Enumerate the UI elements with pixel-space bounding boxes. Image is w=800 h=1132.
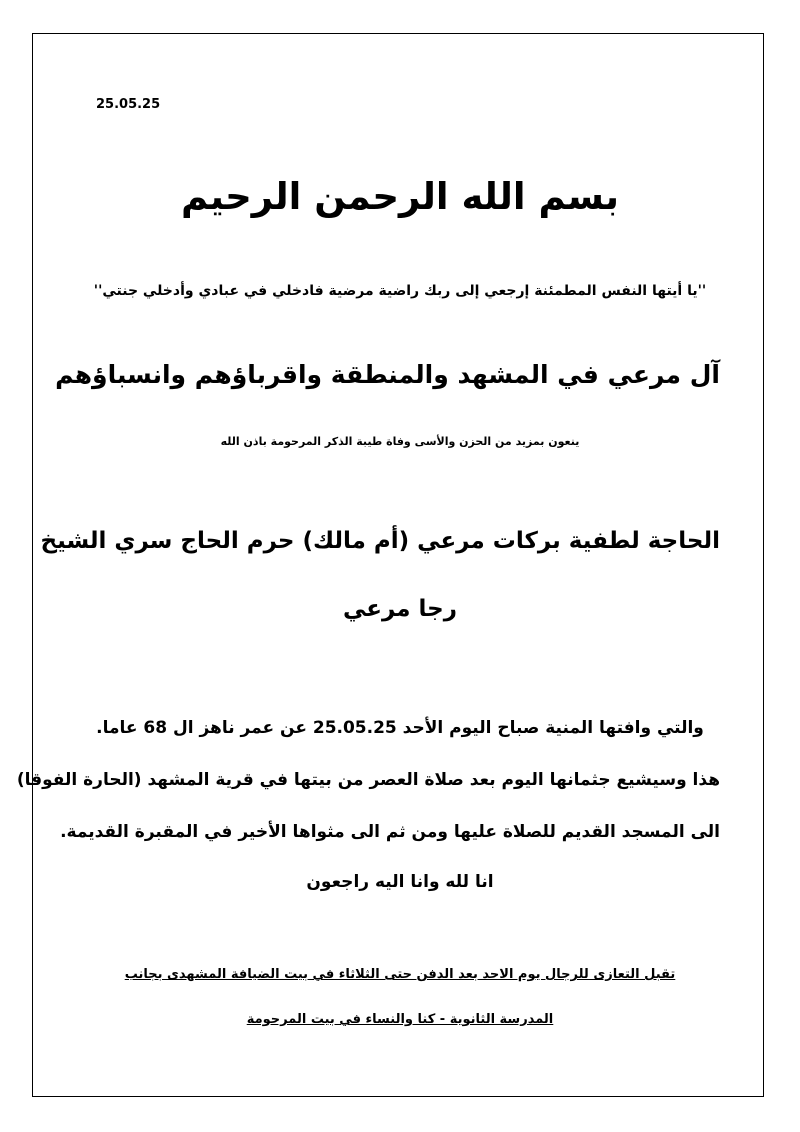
details-line-4: انا لله وانا اليه راجعون — [306, 872, 494, 892]
quran-verse: ''يا أيتها النفس المطمئنة إرجعي إلى ربك راضية مرضية فادخلي في عبادي وأدخلي جنتي'' — [93, 283, 707, 299]
condolences-line-2: المدرسة الثانوية - كنا والنساء في بيت المرحومة — [246, 1012, 554, 1027]
details-line-2: هذا وسيشيع جثمانها اليوم بعد صلاة العصر من بيتها في قرية المشهد (الحارة الفوقا) — [16, 770, 720, 790]
deceased-name-line-1: الحاجة لطفية بركات مرعي (أم مالك) حرم الحاج سري الشيخ — [40, 528, 720, 554]
details-line-3: الى المسجد القديم للصلاة عليها ومن ثم الى مثواها الأخير في المقبرة القديمة. — [60, 822, 720, 842]
deceased-name-line-2: رجا مرعي — [343, 596, 457, 622]
condolences-line-1: تقبل التعازى للرجال يوم الاحد بعد الدفن حتى الثلاثاء في بيت الضيافة المشهدى بجانب — [124, 967, 676, 982]
notice-date: 25.05.25 — [96, 97, 161, 112]
mourning-line: ينعون بمزيد من الحزن والأسى وفاة طيبة الذكر المرحومة باذن الله — [220, 435, 580, 448]
details-line-1: والتي وافتها المنية صباح اليوم الأحد 25.05.25 عن عمر ناهز ال 68 عاما. — [96, 718, 704, 738]
basmala-heading: بسم الله الرحمن الرحيم — [180, 175, 620, 218]
family-heading: آل مرعي في المشهد والمنطقة واقرباؤهم وانسباؤهم — [55, 360, 720, 389]
